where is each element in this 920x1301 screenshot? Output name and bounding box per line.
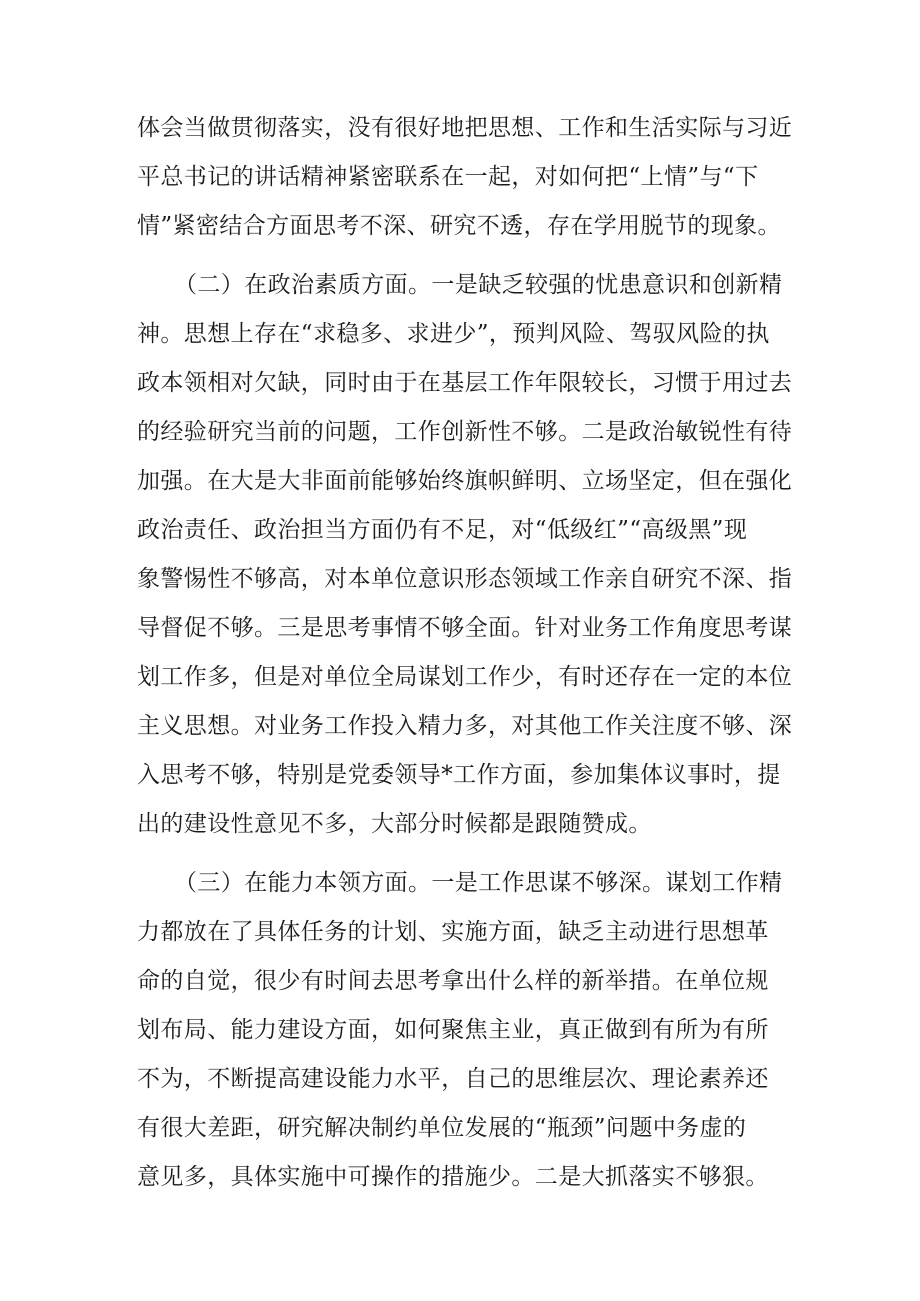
- text-line: 力都放在了具体任务的计划、实施方面，缺乏主动进行思想革: [137, 919, 769, 945]
- text-line: 有很大差距，研究解决制约单位发展的“瓶颈”问题中务虚的: [137, 1115, 747, 1141]
- text-line: 意见多，具体实施中可操作的措施少。二是大抓落实不够狠。: [137, 1164, 769, 1190]
- text-line: 情”紧密结合方面思考不深、研究不透，存在学用脱节的现象。: [137, 213, 781, 239]
- text-line: 出的建设性意见不多，大部分时候都是跟随赞成。: [137, 811, 652, 837]
- text-line: 划布局、能力建设方面，如何聚焦主业，真正做到有所为有所: [137, 1017, 769, 1043]
- text-line: 神。思想上存在“求稳多、求进少”，预判风险、驾驭风险的执: [137, 321, 770, 347]
- text-line: 体会当做贯彻落实，没有很好地把思想、工作和生活实际与习近: [137, 115, 793, 141]
- text-line: （二）在政治素质方面。一是缺乏较强的忧患意识和创新精: [174, 272, 783, 298]
- text-line: 不为，不断提高建设能力水平，自己的思维层次、理论素养还: [137, 1066, 769, 1092]
- text-line: 主义思想。对业务工作投入精力多，对其他工作关注度不够、深: [137, 713, 793, 739]
- text-line: 政本领相对欠缺，同时由于在基层工作年限较长，习惯于用过去: [137, 370, 793, 396]
- text-line: 平总书记的讲话精神紧密联系在一起，对如何把“上情”与“下: [137, 164, 759, 190]
- text-line: 划工作多，但是对单位全局谋划工作少，有时还存在一定的本位: [137, 664, 793, 690]
- text-line: 入思考不够，特别是党委领导*工作方面，参加集体议事时，提: [137, 762, 781, 788]
- text-line: 命的自觉，很少有时间去思考拿出什么样的新举措。在单位规: [137, 968, 769, 994]
- text-line: 导督促不够。三是思考事情不够全面。针对业务工作角度思考谋: [137, 615, 793, 641]
- text-line: 加强。在大是大非面前能够始终旗帜鲜明、立场坚定，但在强化: [137, 468, 793, 494]
- text-line: 象警惕性不够高，对本单位意识形态领域工作亲自研究不深、指: [137, 566, 793, 592]
- text-line: 的经验研究当前的问题，工作创新性不够。二是政治敏锐性有待: [137, 419, 793, 445]
- text-line: （三）在能力本领方面。一是工作思谋不够深。谋划工作精: [174, 870, 783, 896]
- text-line: 政治责任、政治担当方面仍有不足，对“低级红”“高级黑”现: [137, 517, 748, 543]
